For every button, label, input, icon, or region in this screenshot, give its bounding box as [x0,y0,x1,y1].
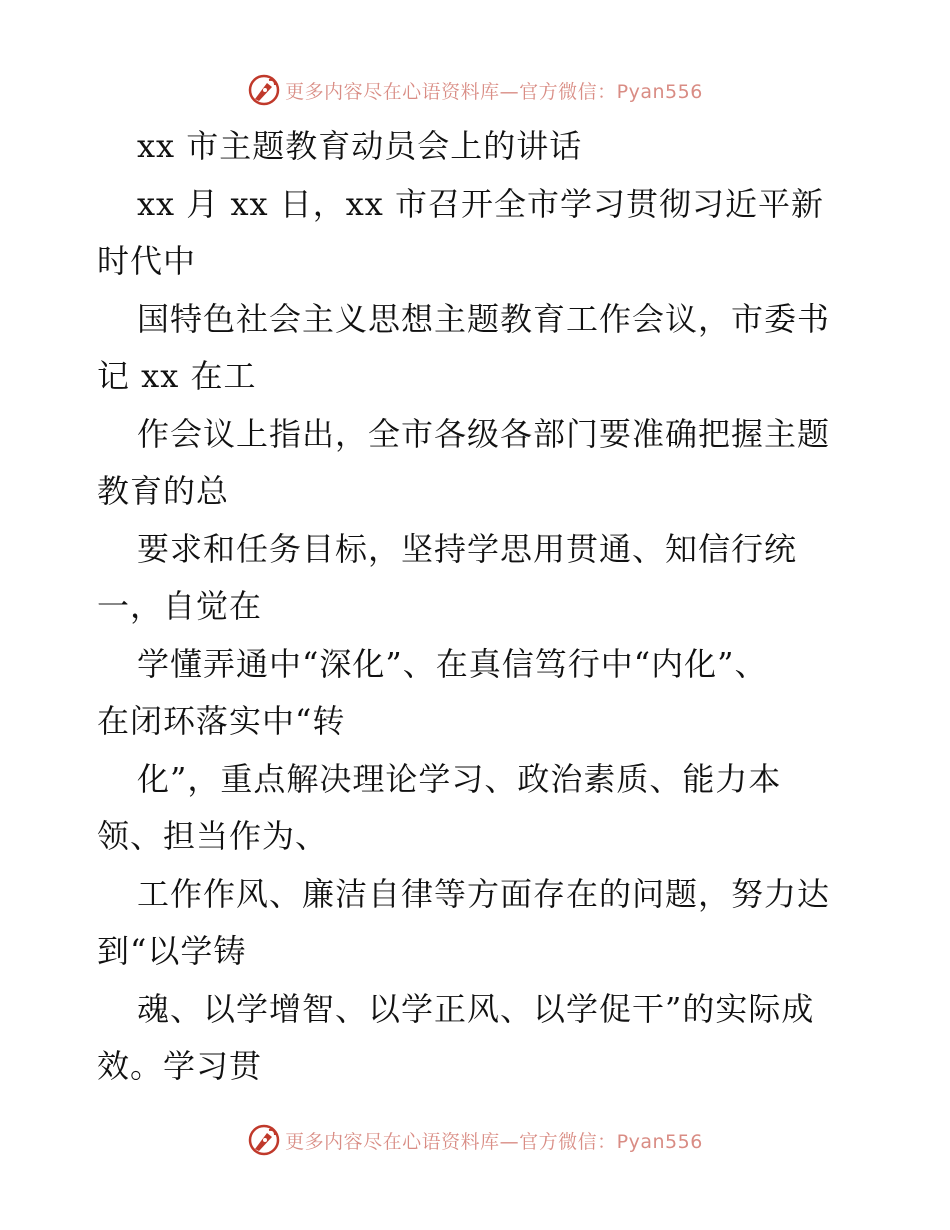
document-line: 工作作风、廉洁自律等方面存在的问题，努力达 [137,874,831,913]
document-line: 在闭环落实中“转 [97,702,346,740]
document-line: 一，自觉在 [97,587,263,625]
watermark-text: 更多内容尽在心语资料库—官方微信：Pyan556 [285,1130,703,1153]
document-line: 化”，重点解决理论学习、政治素质、能力本 [137,759,782,798]
pen-nib-logo-icon [247,73,281,107]
document-line: 时代中 [97,242,197,280]
pen-nib-logo-icon [247,1123,281,1157]
document-body [97,118,867,1096]
document-line: xx 市主题教育动员会上的讲话 [137,127,583,165]
document-line: 到“以学铸 [97,932,247,970]
header-watermark [0,70,950,110]
document-line: 教育的总 [97,472,230,510]
watermark-text: 更多内容尽在心语资料库—官方微信：Pyan556 [285,80,703,103]
footer-watermark [0,1120,950,1160]
document-line: 要求和任务目标，坚持学思用贯通、知信行统 [137,529,798,568]
document-line: 领、担当作为、 [97,817,329,855]
document-line: 记 xx 在工 [97,357,257,395]
document-line: 魂、以学增智、以学正风、以学促干”的实际成 [137,989,815,1028]
document-line: 国特色社会主义思想主题教育工作会议，市委书 [137,299,831,338]
document-line: 作会议上指出，全市各级各部门要准确把握主题 [137,414,831,453]
document-line: 学懂弄通中“深化”、在真信笃行中“内化”、 [137,644,768,683]
document-line: 效。学习贯 [97,1047,263,1085]
document-line: xx 月 xx 日，xx 市召开全市学习贯彻习近平新 [137,184,824,223]
